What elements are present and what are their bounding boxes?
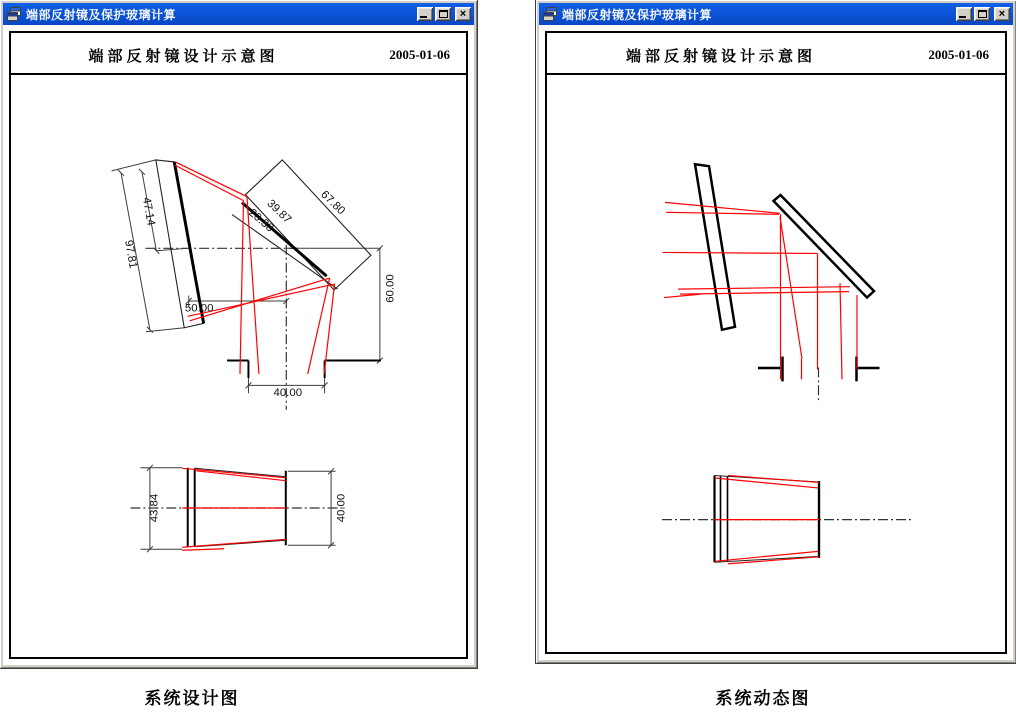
- dim-39-87: 39.87: [264, 197, 294, 227]
- titlebar[interactable]: [3, 3, 474, 25]
- close-icon: ×: [459, 7, 467, 20]
- window-system-dynamic: [536, 0, 1016, 663]
- window-system-design: [0, 0, 477, 668]
- dim-60-00: 60.00: [384, 274, 397, 303]
- drawing-picturebox: [9, 31, 468, 659]
- centerlines: [130, 245, 345, 508]
- centerlines: [662, 367, 913, 519]
- drawing-header: [11, 33, 466, 75]
- dynamic-drawing-canvas: [547, 75, 1005, 652]
- drawing-title: 端部反射镜设计示意图: [88, 49, 279, 65]
- drawing-title: 端部反射镜设计示意图: [625, 49, 816, 65]
- maximize-icon: [978, 10, 987, 18]
- dim-20-38: 20.38: [246, 206, 276, 235]
- drawing-picturebox: [545, 31, 1007, 654]
- design-drawing-canvas: [11, 75, 466, 657]
- dim-67-80: 67.80: [318, 188, 348, 218]
- window-title: 端部反射镜及保护玻璃计算: [26, 7, 177, 22]
- dim-97-81: 97.81: [122, 239, 139, 270]
- maximize-icon: [439, 10, 448, 18]
- close-button[interactable]: [994, 7, 1010, 21]
- dim-47-14: 47.14: [139, 196, 157, 227]
- minimize-icon: [959, 16, 966, 18]
- dim-43-84: 43.84: [148, 493, 161, 523]
- protective-glass: [695, 164, 735, 330]
- window-title: 端部反射镜及保护玻璃计算: [562, 7, 713, 22]
- dim-40-00-tube: 40.00: [335, 493, 348, 523]
- tube-section: [715, 476, 820, 563]
- design-drawing: [11, 75, 466, 657]
- caption-system-design: 系统设计图: [144, 689, 240, 708]
- titlebar[interactable]: [539, 3, 1013, 25]
- drawing-date: 2005-01-06: [389, 47, 450, 62]
- drawing-header: [547, 33, 1005, 75]
- dim-40-00-aperture: 40.00: [273, 386, 303, 399]
- minimize-button[interactable]: [956, 7, 972, 21]
- minimize-button[interactable]: [417, 7, 433, 21]
- end-mirror: [774, 195, 875, 298]
- drawing-date: 2005-01-06: [928, 47, 989, 62]
- dynamic-drawing: [547, 75, 1005, 652]
- caption-system-dynamic: 系统动态图: [715, 689, 811, 708]
- close-icon: ×: [998, 7, 1006, 20]
- minimize-icon: [420, 16, 427, 18]
- client-area: [3, 25, 474, 665]
- maximize-button[interactable]: [435, 7, 451, 21]
- app-icon: [6, 6, 22, 22]
- close-button[interactable]: [455, 7, 471, 21]
- client-area: [539, 25, 1013, 660]
- dim-50-00: 50.00: [184, 302, 214, 315]
- maximize-button[interactable]: [974, 7, 990, 21]
- app-icon: [542, 6, 558, 22]
